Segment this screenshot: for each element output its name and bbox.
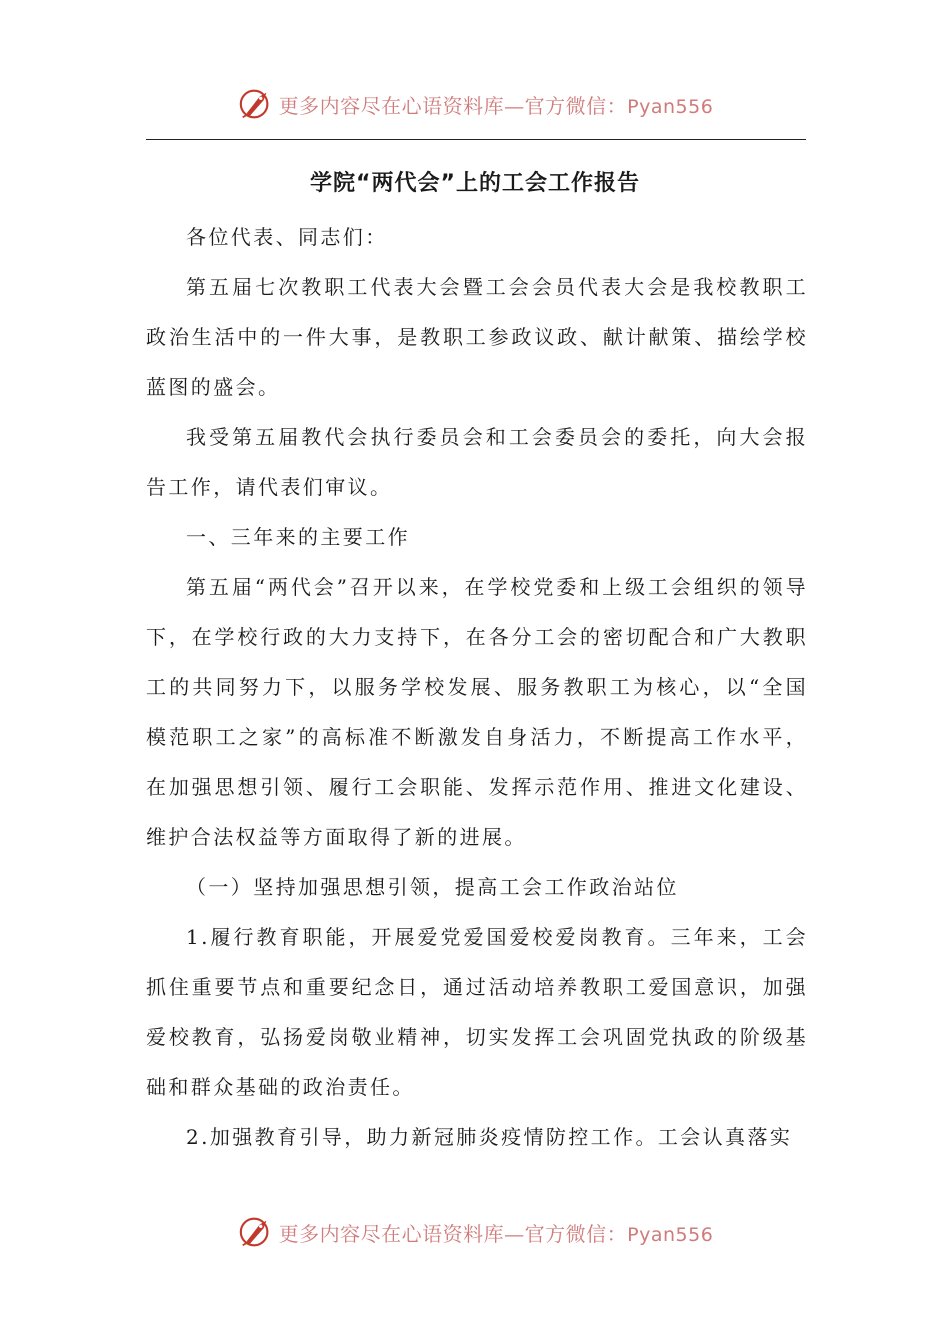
header-banner xyxy=(0,82,950,126)
paragraph: 2.加强教育引导，助力新冠肺炎疫情防控工作。工会认真落实 xyxy=(186,1125,793,1149)
document-title: 学院“两代会”上的工会工作报告 xyxy=(310,171,640,196)
paragraph: 1.履行教育职能，开展爱党爱国爱校爱岗教育。三年来，工会抓住重要节点和重要纪念日，通过活动培养教职工爱国意识，加强爱校教育，弘扬爱岗敬业精神，切实发挥工会巩固党执政的阶级基础和群众基础的政治责任。 xyxy=(146,925,808,1099)
pen-nib-logo-icon xyxy=(237,85,275,123)
paragraph-salutation: 各位代表、同志们： xyxy=(186,225,388,249)
footer-banner-text: 更多内容尽在心语资料库—官方微信：Pyan556 xyxy=(278,1221,714,1246)
pen-nib-logo-icon xyxy=(237,1213,275,1251)
footer-banner-handle: Pyan556 xyxy=(627,1223,714,1246)
paragraph: 第五届“两代会”召开以来，在学校党委和上级工会组织的领导下，在学校行政的大力支持下，在各分工会的密切配合和广大教职工的共同努力下，以服务学校发展、服务教职工为核心，以“全国模范职工之家”的高标准不断激发自身活力，不断提高工作水平，在加强思想引领、履行工会职能、发挥示范作用、推进文化建设、维护合法权益等方面取得了新的进展。 xyxy=(146,575,808,849)
paragraph: 第五届七次教职工代表大会暨工会会员代表大会是我校教职工政治生活中的一件大事，是教职工参政议政、献计献策、描绘学校蓝图的盛会。 xyxy=(146,275,808,399)
header-divider xyxy=(146,139,806,140)
header-banner-handle: Pyan556 xyxy=(627,95,714,118)
section-heading: 一、三年来的主要工作 xyxy=(186,525,410,549)
footer-banner xyxy=(0,1210,950,1254)
paragraph: 我受第五届教代会执行委员会和工会委员会的委托，向大会报告工作，请代表们审议。 xyxy=(146,425,808,499)
subsection-heading: （一）坚持加强思想引领，提高工会工作政治站位 xyxy=(186,875,679,899)
header-banner-text: 更多内容尽在心语资料库—官方微信：Pyan556 xyxy=(278,93,714,118)
document-body xyxy=(146,212,808,1162)
